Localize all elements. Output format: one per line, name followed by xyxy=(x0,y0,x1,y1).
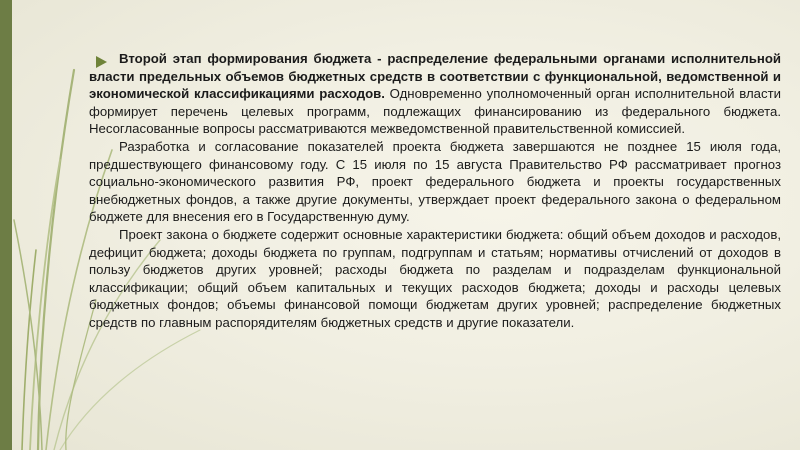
paragraph-1-bold: Второй этап формирования бюджета - распределение федеральными органами исполнительной власти предельных объемов бюджетных средств в соответствии с функциональной, ведомственной и экономической классификациями расходов. xyxy=(89,51,781,102)
paragraph-2: Разработка и согласование показателей проекта бюджета завершаются не позднее 15 июля года, предшествующего финансовому году. С 15 июля по 15 августа Правительство РФ рассматривает прогноз социально-экономического развития РФ, проект федерального бюджета и проекты государственных внебюджетных фондов, а также другие документы, утверждает проект федерального закона о федеральном бюджете для внесения его в Государственную думу. xyxy=(89,138,781,225)
text-content xyxy=(89,50,781,332)
paragraph-3: Проект закона о бюджете содержит основные характеристики бюджета: общий объем доходов и расходов, дефицит бюджета; доходы бюджета по группам, подгруппам и статьям; нормативы отчислений от доходов в пользу бюджетов других уровней; расходы бюджета по разделам и подразделам функциональной классификации; общий объем капитальных и текущих расходов бюджета; доходы и расходы целевых бюджетных фондов; объемы финансовой помощи бюджетам других уровней; распределение бюджетных средств по главным распорядителям бюджетных средств и другие показатели. xyxy=(89,226,781,330)
paragraph-1-text: Одновременно уполномоченный орган исполнительной власти формирует перечень целевых программ, подлежащих финансированию из федерального бюджета. Несогласованные вопросы рассматриваются межведомственной правительственной комиссией. xyxy=(89,86,781,137)
paragraph-1 xyxy=(89,50,781,138)
